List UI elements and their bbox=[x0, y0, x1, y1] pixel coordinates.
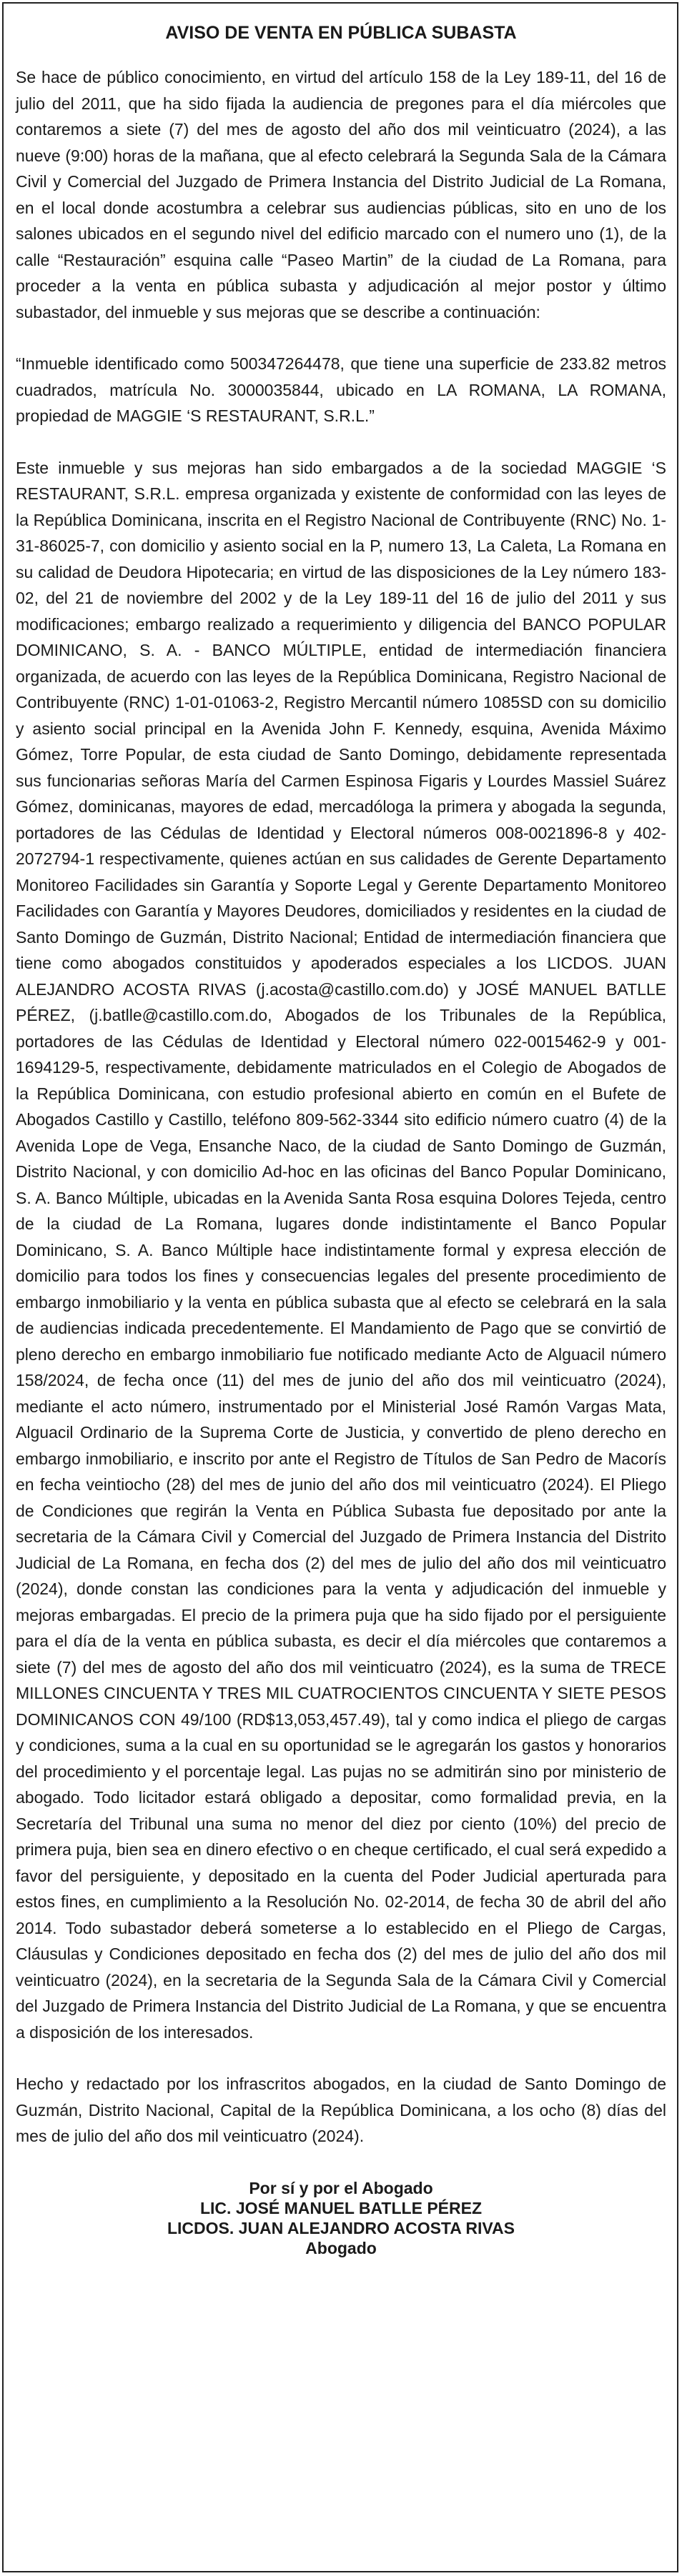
notice-title: AVISO DE VENTA EN PÚBLICA SUBASTA bbox=[165, 23, 517, 43]
notice-content bbox=[16, 21, 666, 2258]
signature-lawyer-batlle: LIC. JOSÉ MANUEL BATLLE PÉREZ bbox=[199, 2198, 482, 2217]
paragraph-embargo-details: Este inmueble y sus mejoras han sido embargados a de la sociedad MAGGIE ‘S RESTAURANT, S.R.L. empresa organizada y existente de conformidad con las leyes de la República Dominicana, inscrita en el Registro Nacional de Contribuyente (RNC) No. 1-31-86025-7, con domicilio y asiento social en la P, numero 13, La Caleta, La Romana en su calidad de Deudora Hipotecaria; en virtud de las disposiciones de la Ley número 183-02, del 21 de noviembre del 2002 y de la Ley 189-11 del 16 de julio del 2011 y sus modificaciones; embargo realizado a requerimiento y diligencia del BANCO POPULAR DOMINICANO, S. A. - BANCO MÚLTIPLE, entidad de intermediación financiera organizada, de acuerdo con las leyes de la República Dominicana, Registro Nacional de Contribuyente (RNC) 1-01-01063-2, Registro Mercantil número 1085SD con su domicilio y asiento social principal en la Avenida John F. Kennedy, esquina, Avenida Máximo Gómez, Torre Popular, de esta ciudad de Santo Domingo, debidamente representada sus funcionarias señoras María del Carmen Espinosa Figaris y Lourdes Massiel Suárez Gómez, dominicanas, mayores de edad, mercadóloga la primera y abogada la segunda, portadores de las Cédulas de Identidad y Electoral números 008-0021896-8 y 402-2072794-1 respectivamente, quienes actúan en sus calidades de Gerente Departamento Monitoreo Facilidades sin Garantía y Soporte Legal y Gerente Departamento Monitoreo Facilidades con Garantía y Mayores Deudores, domiciliados y residentes en la ciudad de Santo Domingo de Guzmán, Distrito Nacional; Entidad de intermediación financiera que tiene como abogados constituidos y apoderados especiales a los LICDOS. JUAN ALEJANDRO ACOSTA RIVAS (j.acosta@castillo.com.do) y JOSÉ MANUEL BATLLE PÉREZ, (j.batlle@castillo.com.do, Abogados de los Tribunales de la República, portadores de las Cédulas de Identidad y Electoral número 022-0015462-9 y 001-1694129-5, respectivamente, debidamente matriculados en el Colegio de Abogados de la República Dominicana, con estudio profesional abierto en común en el Bufete de Abogados Castillo y Castillo, teléfono 809-562-3344 sito edificio número cuatro (4) de la Avenida Lope de Vega, Ensanche Naco, de la ciudad de Santo Domingo de Guzmán, Distrito Nacional, y con domicilio Ad-hoc en las oficinas del Banco Popular Dominicano, S. A. Banco Múltiple, ubicadas en la Avenida Santa Rosa esquina Dolores Tejeda, centro de la ciudad de La Romana, lugares donde indistintamente el Banco Popular Dominicano, S. A. Banco Múltiple hace indistintamente formal y expresa elección de domicilio para todos los fines y consecuencias legales del presente procedimiento de embargo inmobiliario y la venta en pública subasta que al efecto se celebrará en la sala de audiencias indicada precedentemente. El Mandamiento de Pago que se convirtió de pleno derecho en embargo inmobiliario fue notificado mediante Acto de Alguacil número 158/2024, de fecha once (11) del mes de junio del año dos mil veinticuatro (2024), mediante el acto número, instrumentado por el Ministerial José Ramón Vargas Mata, Alguacil Ordinario de la Suprema Corte de Justicia, y convertido de pleno derecho en embargo inmobiliario, e inscrito por ante el Registro de Títulos de San Pedro de Macorís en fecha veintiocho (28) del mes de junio del año dos mil veinticuatro (2024). El Pliego de Condiciones que regirán la Venta en Pública Subasta fue depositado por ante la secretaria de la Cámara Civil y Comercial del Juzgado de Primera Instancia del Distrito Judicial de La Romana, en fecha dos (2) del mes de julio del año dos mil veinticuatro (2024), donde constan las condiciones para la venta y adjudicación del inmueble y mejoras embargadas. El precio de la primera puja que ha sido fijado por el persiguiente para el día de la venta en pública subasta, es decir el día miércoles que contaremos a siete (7) del mes de agosto del año dos mil veinticuatro (2024), es la suma de TRECE MILLONES CINCUENTA Y TRES MIL CUATROCIENTOS CINCUENTA Y SIETE PESOS DOMINICANOS CON 49/100 (RD$13,053,457.49), tal y como indica el pliego de cargas y condiciones, suma a la cual en su oportunidad se le agregarán los gastos y honorarios del procedimiento y el porcentaje legal. Las pujas no se admitirán sino por ministerio de abogado. Todo licitador estará obligado a depositar, como formalidad previa, en la Secretaría del Tribunal una suma no menor del diez por ciento (10%) del precio de primera puja, bien sea en dinero efectivo o en cheque certificado, el cual será expedido a favor del persiguiente, y depositado en la cuenta del Poder Judicial aperturada para estos fines, en cumplimiento a la Resolución No. 02-2014, de fecha 30 de abril del año 2014. Todo subastador deberá someterse a lo establecido en el Pliego de Cargas, Cláusulas y Condiciones depositado en fecha dos (2) del mes de julio del año dos mil veinticuatro (2024), en la secretaria de la Segunda Sala de la Cámara Civil y Comercial del Juzgado de Primera Instancia del Distrito Judicial de La Romana, y que se encuentra a disposición de los interesados. bbox=[16, 458, 666, 2042]
paragraph-announcement: Se hace de público conocimiento, en virtud del artículo 158 de la Ley 189-11, del 16 de julio del 2011, que ha sido fijada la audiencia de pregones para el día miércoles que contaremos a siete (7) del mes de agosto del año dos mil veinticuatro (2024), a las nueve (9:00) horas de la mañana, que al efecto celebrará la Segunda Sala de la Cámara Civil y Comercial del Juzgado de Primera Instancia del Distrito Judicial de La Romana, en el local donde acostumbra a celebrar sus audiencias públicas, sito en uno de los salones ubicados en el segundo nivel del edificio marcado con el numero uno (1), de la calle “Restauración” esquina calle “Paseo Martin” de la ciudad de La Romana, para proceder a la venta en pública subasta y adjudicación al mejor postor y último subastador, del inmueble y sus mejoras que se describe a continuación: bbox=[16, 68, 666, 321]
paragraph-drafted-by: Hecho y redactado por los infrascritos abogados, en la ciudad de Santo Domingo de Guzmán, Distrito Nacional, Capital de la República Dominicana, a los ocho (8) días del mes de julio del año dos mil veinticuatro (2024). bbox=[16, 2075, 666, 2145]
signature-line-intro: Por sí y por el Abogado bbox=[249, 2178, 433, 2197]
signature-lawyer-acosta: LICDOS. JUAN ALEJANDRO ACOSTA RIVAS bbox=[167, 2218, 515, 2237]
paragraph-property-description: “Inmueble identificado como 500347264478, que tiene una superficie de 233.82 metros cuadrados, matrícula No. 3000035844, ubicado en LA ROMANA, LA ROMANA, propiedad de MAGGIE ‘S RESTAURANT, S.R.L.” bbox=[16, 354, 666, 425]
signature-role: Abogado bbox=[305, 2238, 377, 2257]
signature-block bbox=[16, 2178, 666, 2258]
